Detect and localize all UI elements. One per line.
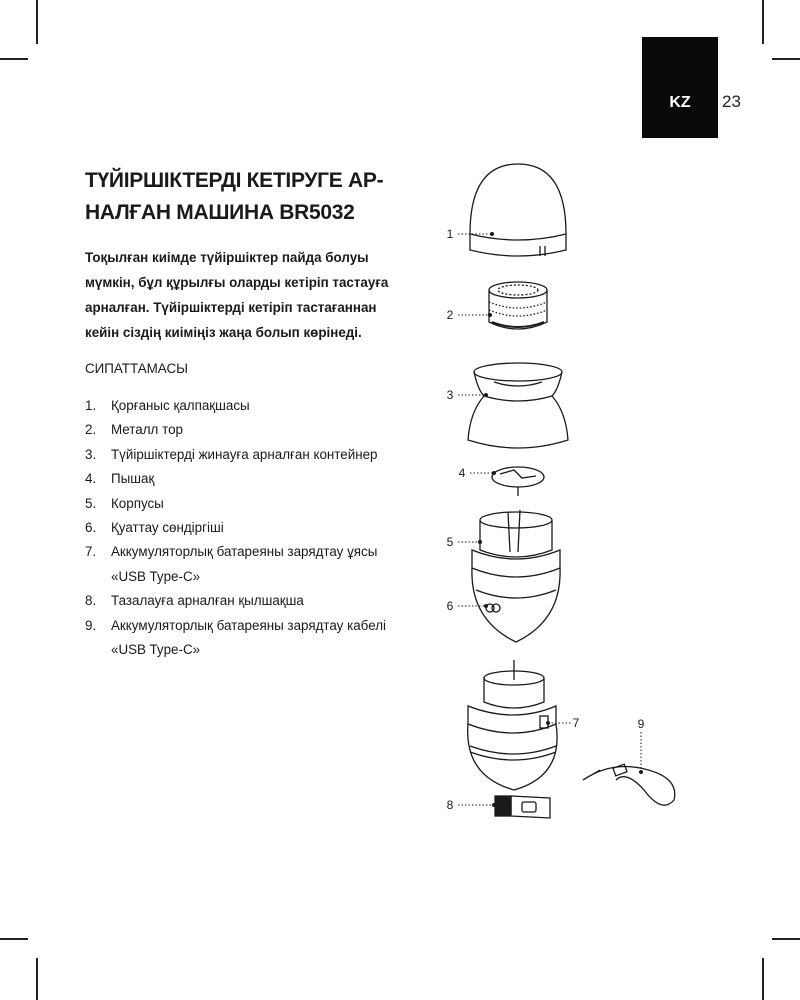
item-number: 2.	[85, 422, 97, 438]
cable-illustration	[583, 764, 675, 805]
list-item	[85, 443, 386, 467]
intro-line: Тоқылған киімде түйіршіктер пайда болуы	[85, 250, 369, 265]
brush-illustration	[495, 796, 550, 818]
item-text: «USB Type-C»	[111, 568, 201, 584]
item-number: 9.	[85, 617, 97, 633]
item-text: Аккумуляторлық батареяны зарядтау ұясы	[111, 544, 378, 560]
callout-label: 7	[572, 716, 580, 730]
protective-cap-illustration	[470, 164, 566, 256]
housing-illustration	[472, 510, 560, 642]
parts-list	[85, 394, 386, 662]
list-item	[85, 418, 386, 442]
item-text: Корпусы	[111, 495, 164, 511]
item-number: 1.	[85, 398, 97, 413]
crop-mark	[772, 938, 800, 940]
intro-line: мүмкін, бұл құрылғы оларды кетіріп тастауға	[85, 275, 389, 290]
intro-line: арналған. Түйіршіктерді кетіріп тастағаннан	[85, 300, 377, 315]
crop-mark	[762, 958, 764, 1000]
crop-mark	[36, 958, 38, 1000]
callout-label: 9	[637, 717, 645, 731]
callout-label: 4	[458, 466, 466, 480]
item-text: «USB Type-C»	[111, 642, 201, 658]
title-line: НАЛҒАН МАШИНА BR5032	[85, 201, 355, 224]
crop-mark	[762, 0, 764, 44]
crop-mark	[36, 0, 38, 44]
crop-mark	[0, 938, 28, 940]
item-text: Қуаттау сөндіргіші	[111, 520, 224, 536]
item-text: Пышақ	[111, 471, 155, 487]
assembled-device-illustration	[468, 660, 557, 790]
list-item	[85, 394, 386, 418]
list-item	[85, 589, 386, 613]
section-title: СИПАТТАМАСЫ	[85, 361, 188, 376]
callout-label: 8	[446, 798, 454, 812]
crop-mark	[772, 58, 800, 60]
list-item	[85, 492, 386, 516]
crop-mark	[0, 58, 28, 60]
list-item	[85, 467, 386, 491]
item-text: Аккумуляторлық батареяны зарядтау кабелі	[111, 617, 386, 633]
item-text: Металл тор	[111, 422, 183, 438]
item-number: 4.	[85, 471, 97, 487]
intro-line: кейін сіздің киіміңіз жаңа болып көрінеді.	[85, 325, 362, 340]
item-text: Түйіршіктерді жинауға арналған контейнер	[111, 446, 378, 462]
intro-paragraph	[85, 245, 389, 345]
item-number: 5.	[85, 495, 97, 511]
item-number: 7.	[85, 544, 97, 560]
callout-label: 1	[446, 227, 454, 241]
item-number: 3.	[85, 446, 97, 462]
callout-label: 5	[446, 535, 454, 549]
item-number: 8.	[85, 593, 97, 609]
callout-label: 3	[446, 388, 454, 402]
container-illustration	[468, 363, 568, 448]
list-item	[85, 614, 386, 663]
page-title	[85, 165, 385, 229]
language-tab	[642, 37, 718, 138]
title-line: ТҮЙІРШІКТЕРДІ КЕТІРУГЕ АР-	[85, 169, 384, 192]
callout-label: 2	[446, 308, 454, 322]
callout-label: 6	[446, 599, 454, 613]
list-item	[85, 540, 386, 589]
exploded-diagram	[430, 150, 800, 850]
item-number: 6.	[85, 520, 97, 536]
blade-illustration	[492, 467, 544, 496]
item-text: Қорғаныс қалпақшасы	[111, 398, 250, 413]
item-text: Тазалауға арналған қылшақша	[111, 593, 304, 609]
page-number: 23	[722, 92, 741, 111]
language-code: KZ	[669, 94, 691, 111]
metal-mesh-illustration	[489, 282, 547, 329]
list-item	[85, 516, 386, 540]
